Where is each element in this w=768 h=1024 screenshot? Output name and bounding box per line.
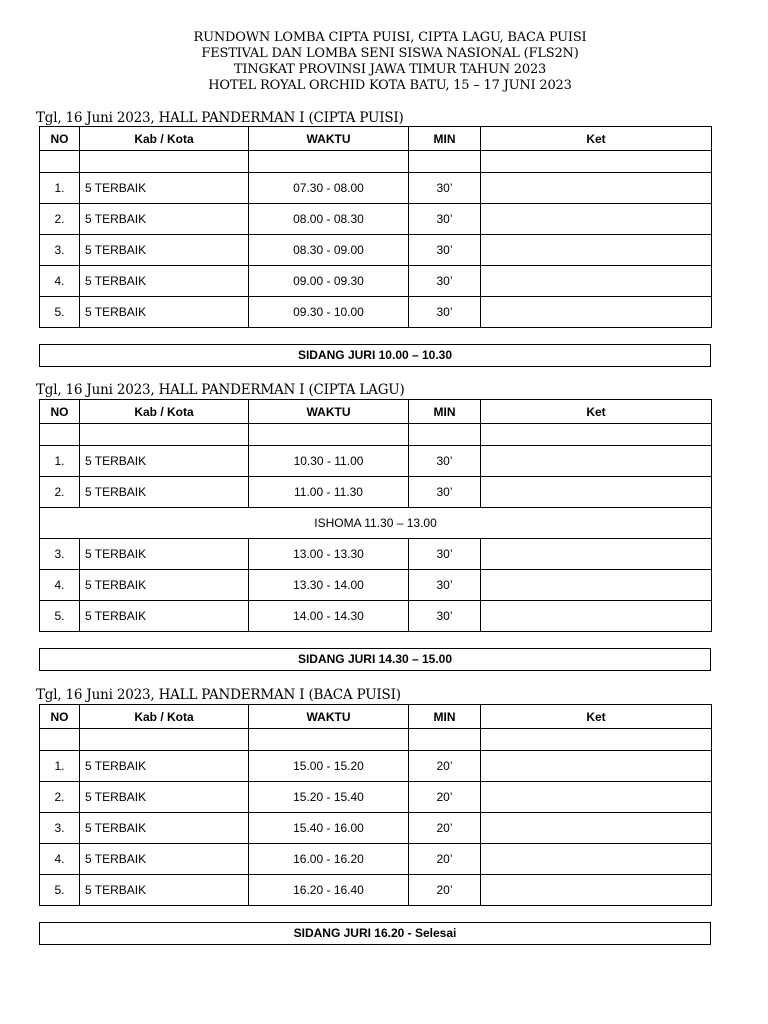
cell-no: 2. — [40, 477, 80, 508]
cell-ket — [481, 844, 712, 875]
table-row — [40, 204, 712, 235]
col-header-no: NO — [40, 705, 80, 729]
col-header-no: NO — [40, 400, 80, 424]
break-row — [40, 508, 712, 539]
cell-waktu: 09.30 - 10.00 — [249, 297, 409, 328]
cell-waktu: 08.30 - 09.00 — [249, 235, 409, 266]
title-line-3: TINGKAT PROVINSI JAWA TIMUR TAHUN 2023 — [233, 62, 547, 77]
cell-no: 2. — [40, 782, 80, 813]
col-header-kab-kota: Kab / Kota — [80, 127, 249, 151]
cell-ket — [481, 570, 712, 601]
cell-kab-kota: 5 TERBAIK — [80, 844, 249, 875]
sidang-juri-box: SIDANG JURI 16.20 - Selesai — [39, 922, 711, 945]
cell-kab-kota: 5 TERBAIK — [80, 477, 249, 508]
table-row — [40, 297, 712, 328]
cell-no: 5. — [40, 601, 80, 632]
col-header-no: NO — [40, 127, 80, 151]
cell-ket — [481, 751, 712, 782]
cell-kab-kota: 5 TERBAIK — [80, 235, 249, 266]
cell-min: 30’ — [409, 477, 481, 508]
col-header-min: MIN — [409, 705, 481, 729]
section-heading-cipta-lagu: Tgl, 16 Juni 2023, HALL PANDERMAN I (CIPTA LAGU) — [36, 382, 405, 398]
table-row — [40, 875, 712, 906]
col-header-waktu: WAKTU — [249, 400, 409, 424]
cell-kab-kota: 5 TERBAIK — [80, 266, 249, 297]
col-header-ket: Ket — [481, 705, 712, 729]
cell-no: 3. — [40, 813, 80, 844]
title-line-4: HOTEL ROYAL ORCHID KOTA BATU, 15 – 17 JUNI 2023 — [208, 78, 572, 93]
cell-ket — [481, 813, 712, 844]
cell-no: 1. — [40, 173, 80, 204]
cell-no: 1. — [40, 751, 80, 782]
cell-no: 5. — [40, 875, 80, 906]
cell-min: 30’ — [409, 570, 481, 601]
table-row — [40, 266, 712, 297]
table-row — [40, 446, 712, 477]
cell-ket — [481, 539, 712, 570]
cell-no: 4. — [40, 844, 80, 875]
cell-waktu: 07.30 - 08.00 — [249, 173, 409, 204]
section-heading-cipta-puisi: Tgl, 16 Juni 2023, HALL PANDERMAN I (CIPTA PUISI) — [36, 110, 404, 126]
col-header-ket: Ket — [481, 400, 712, 424]
cell-min: 30’ — [409, 204, 481, 235]
schedule-table-baca-puisi — [39, 704, 712, 906]
col-header-min: MIN — [409, 400, 481, 424]
col-header-waktu: WAKTU — [249, 705, 409, 729]
blank-row — [40, 424, 712, 446]
cell-min: 20’ — [409, 751, 481, 782]
col-header-waktu: WAKTU — [249, 127, 409, 151]
cell-min: 30’ — [409, 266, 481, 297]
cell-waktu: 15.00 - 15.20 — [249, 751, 409, 782]
section-heading-baca-puisi: Tgl, 16 Juni 2023, HALL PANDERMAN I (BACA PUISI) — [36, 687, 401, 703]
table-row — [40, 751, 712, 782]
cell-kab-kota: 5 TERBAIK — [80, 813, 249, 844]
cell-kab-kota: 5 TERBAIK — [80, 204, 249, 235]
cell-waktu: 10.30 - 11.00 — [249, 446, 409, 477]
cell-min: 30’ — [409, 539, 481, 570]
cell-min: 30’ — [409, 173, 481, 204]
cell-waktu: 15.40 - 16.00 — [249, 813, 409, 844]
table-row — [40, 570, 712, 601]
document-title — [0, 30, 768, 94]
sidang-juri-box: SIDANG JURI 14.30 – 15.00 — [39, 648, 711, 671]
cell-min: 20’ — [409, 875, 481, 906]
ishoma-break-cell: ISHOMA 11.30 – 13.00 — [40, 508, 712, 539]
cell-ket — [481, 446, 712, 477]
cell-ket — [481, 235, 712, 266]
cell-kab-kota: 5 TERBAIK — [80, 173, 249, 204]
cell-min: 30’ — [409, 446, 481, 477]
cell-min: 30’ — [409, 297, 481, 328]
cell-ket — [481, 266, 712, 297]
cell-waktu: 14.00 - 14.30 — [249, 601, 409, 632]
cell-kab-kota: 5 TERBAIK — [80, 601, 249, 632]
cell-ket — [481, 477, 712, 508]
schedule-table-cipta-lagu — [39, 399, 712, 632]
title-line-1: RUNDOWN LOMBA CIPTA PUISI, CIPTA LAGU, BACA PUISI — [193, 30, 587, 45]
cell-no: 3. — [40, 235, 80, 266]
col-header-ket: Ket — [481, 127, 712, 151]
cell-no: 4. — [40, 266, 80, 297]
cell-no: 3. — [40, 539, 80, 570]
table-row — [40, 813, 712, 844]
cell-kab-kota: 5 TERBAIK — [80, 539, 249, 570]
table-header-row — [40, 705, 712, 729]
cell-kab-kota: 5 TERBAIK — [80, 446, 249, 477]
col-header-kab-kota: Kab / Kota — [80, 400, 249, 424]
table-row — [40, 601, 712, 632]
table-header-row — [40, 127, 712, 151]
cell-waktu: 16.20 - 16.40 — [249, 875, 409, 906]
col-header-min: MIN — [409, 127, 481, 151]
cell-waktu: 13.00 - 13.30 — [249, 539, 409, 570]
cell-ket — [481, 297, 712, 328]
cell-kab-kota: 5 TERBAIK — [80, 751, 249, 782]
cell-min: 20’ — [409, 844, 481, 875]
title-line-2: FESTIVAL DAN LOMBA SENI SISWA NASIONAL (FLS2N) — [201, 46, 579, 61]
cell-waktu: 15.20 - 15.40 — [249, 782, 409, 813]
table-row — [40, 477, 712, 508]
blank-row — [40, 151, 712, 173]
cell-ket — [481, 173, 712, 204]
cell-ket — [481, 875, 712, 906]
sidang-juri-box: SIDANG JURI 10.00 – 10.30 — [39, 344, 711, 367]
cell-min: 20’ — [409, 782, 481, 813]
table-row — [40, 539, 712, 570]
cell-no: 5. — [40, 297, 80, 328]
blank-row — [40, 729, 712, 751]
col-header-kab-kota: Kab / Kota — [80, 705, 249, 729]
table-row — [40, 844, 712, 875]
schedule-table-cipta-puisi — [39, 126, 712, 328]
cell-no: 4. — [40, 570, 80, 601]
cell-kab-kota: 5 TERBAIK — [80, 297, 249, 328]
cell-waktu: 16.00 - 16.20 — [249, 844, 409, 875]
cell-min: 20’ — [409, 813, 481, 844]
cell-kab-kota: 5 TERBAIK — [80, 782, 249, 813]
cell-kab-kota: 5 TERBAIK — [80, 570, 249, 601]
cell-kab-kota: 5 TERBAIK — [80, 875, 249, 906]
cell-min: 30’ — [409, 235, 481, 266]
cell-waktu: 08.00 - 08.30 — [249, 204, 409, 235]
cell-waktu: 11.00 - 11.30 — [249, 477, 409, 508]
cell-no: 2. — [40, 204, 80, 235]
table-row — [40, 173, 712, 204]
cell-ket — [481, 782, 712, 813]
cell-waktu: 13.30 - 14.00 — [249, 570, 409, 601]
cell-no: 1. — [40, 446, 80, 477]
table-row — [40, 782, 712, 813]
table-header-row — [40, 400, 712, 424]
cell-ket — [481, 204, 712, 235]
cell-min: 30’ — [409, 601, 481, 632]
cell-ket — [481, 601, 712, 632]
table-row — [40, 235, 712, 266]
cell-waktu: 09.00 - 09.30 — [249, 266, 409, 297]
